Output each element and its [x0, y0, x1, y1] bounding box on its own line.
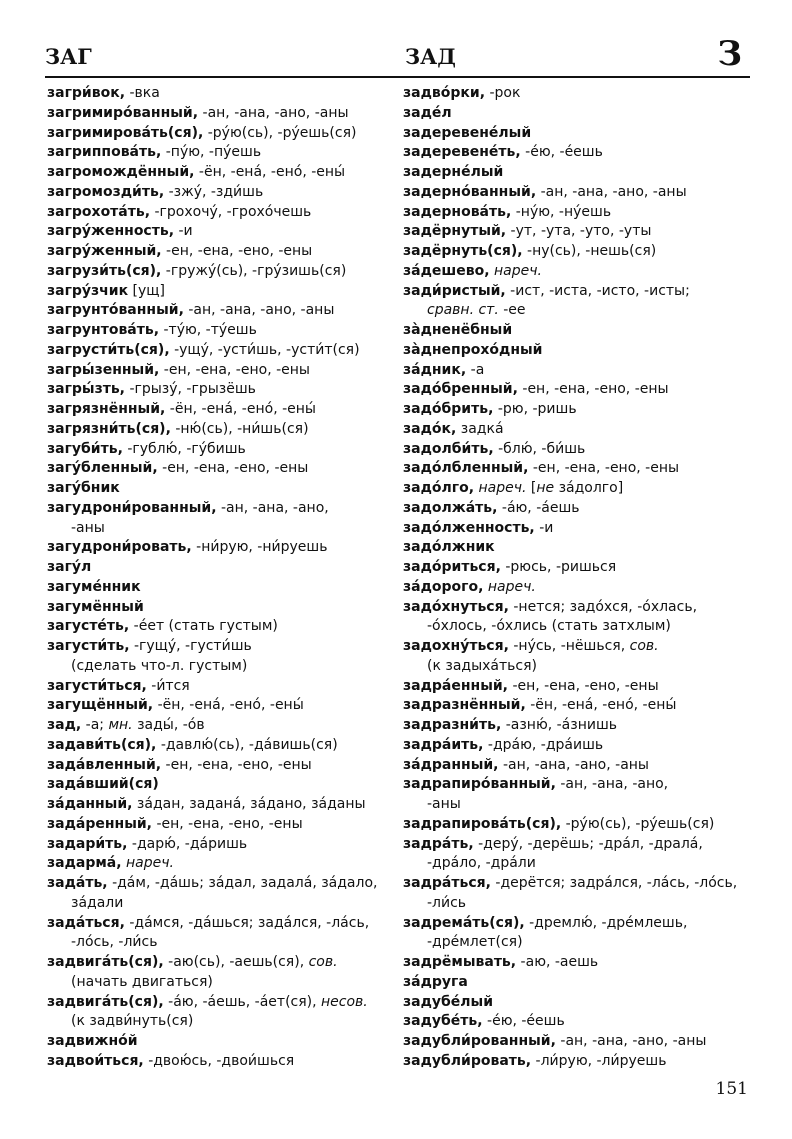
dictionary-entry: [47, 993, 407, 1033]
dictionary-entry: [403, 519, 763, 539]
entry-forms: -дарю́, -да́ришь: [127, 835, 248, 852]
entry-forms: -е́ю, -е́ешь: [482, 1013, 565, 1030]
dictionary-entry: [403, 874, 763, 914]
entry-note: нареч.: [494, 262, 542, 279]
dictionary-entry: [47, 696, 407, 716]
entry-headword: загусте́ть,: [47, 618, 130, 635]
entry-headword: задо́к,: [403, 420, 457, 437]
entry-forms: -ущу́, -усти́шь, -усти́т(ся): [169, 341, 360, 358]
dictionary-entry: [403, 775, 763, 815]
entry-forms: -ан, -ана, -ано,: [216, 499, 329, 516]
entry-headword: задвига́ть(ся),: [47, 993, 164, 1010]
entry-headword: зада́ться,: [47, 914, 125, 931]
entry-headword: за́дорого,: [403, 578, 484, 595]
entry-forms: -да́мся, -да́шься; зада́лся, -ла́сь,: [124, 914, 370, 931]
entry-forms: -ру́ю(сь), -ру́ешь(ся): [203, 124, 357, 141]
dictionary-entry: [403, 835, 763, 875]
dictionary-entry: [47, 84, 407, 104]
entry-forms: -а́ю, -а́ешь, -а́ет(ся),: [163, 993, 322, 1010]
entry-headword: зада́ренный,: [47, 815, 152, 832]
entry-headword: за́дранный,: [403, 756, 499, 773]
entry-headword: задубе́ть,: [403, 1013, 483, 1030]
entry-headword: загу́бник: [47, 480, 120, 496]
dictionary-entry: [403, 84, 763, 104]
entry-continuation: (к задви́нуть(ся): [71, 1013, 194, 1030]
entry-headword: задо́лбленный,: [403, 460, 529, 477]
dictionary-entry: [403, 242, 763, 262]
dictionary-entry: [403, 440, 763, 460]
entry-forms: -ён, -ена́, -ено́, -ены́: [525, 697, 677, 714]
dictionary-entry: [47, 499, 407, 539]
dictionary-entry: [47, 795, 407, 815]
entry-headword: задернова́ть,: [403, 203, 512, 220]
dictionary-entry: [403, 598, 763, 638]
entry-headword: задвои́ться,: [47, 1052, 144, 1069]
entry-forms: -блю́, -би́шь: [493, 440, 586, 457]
entry-headword: загры́зть,: [47, 381, 125, 398]
dictionary-entry: [403, 973, 763, 993]
entry-forms: -ну(сь), -нешь(ся): [522, 243, 657, 259]
entry-forms: -двою́сь, -двои́шься: [143, 1052, 295, 1069]
dictionary-entry: [403, 341, 763, 361]
entry-headword: задохну́ться,: [403, 638, 509, 654]
dictionary-entry: [47, 1052, 407, 1072]
dictionary-entry: [403, 420, 763, 440]
entry-forms: -ан, -ана, -ано, -аны: [536, 183, 687, 200]
entry-headword: задолжа́ть,: [403, 499, 498, 516]
entry-forms: -рок: [485, 85, 521, 101]
entry-headword: задави́ть(ся),: [47, 736, 157, 753]
dictionary-entry: [403, 400, 763, 420]
dictionary-entry: [403, 262, 763, 282]
entry-headword: задра́ться,: [403, 875, 491, 891]
dictionary-entry: [47, 143, 407, 163]
entry-headword: задо́лго,: [403, 480, 475, 496]
entry-forms: -ню́(сь), -ни́шь(ся): [170, 420, 309, 437]
entry-forms: -ен, -ена, -ено, -ены: [152, 815, 303, 832]
entry-forms: -дремлю́, -дре́млешь,: [524, 914, 688, 931]
right-column: [403, 84, 763, 1072]
entry-continuation: (к задыха́ться): [427, 657, 537, 674]
entry-headword: загуме́нник: [47, 578, 141, 595]
entry-note: нареч.: [126, 855, 174, 872]
entry-headword: загущённый,: [47, 697, 154, 714]
dictionary-entry: [47, 538, 407, 558]
entry-forms: -ру́ю(сь), -ру́ешь(ся): [561, 815, 715, 832]
entry-headword: загромозди́ть,: [47, 183, 165, 200]
entry-forms: -е́ет (стать густым): [129, 618, 278, 635]
dictionary-entry: [47, 459, 407, 479]
entry-forms: -ан, -ана, -ано, -аны: [555, 1033, 707, 1049]
entry-forms: -гублю́, -гу́бишь: [122, 440, 246, 457]
entry-headword: зад,: [47, 717, 82, 733]
page-number: 151: [715, 1079, 748, 1099]
dictionary-entry: [47, 479, 407, 499]
dictionary-entry: [47, 341, 407, 361]
entry-note: сов.: [308, 954, 338, 970]
entry-headword: загри́вок,: [47, 85, 126, 101]
entry-headword: загрусти́ть(ся),: [47, 341, 170, 358]
entry-forms: -гружу́(сь), -гру́зишь(ся): [161, 262, 347, 279]
entry-headword: задра́енный,: [403, 677, 508, 694]
dictionary-entry: [403, 459, 763, 479]
entry-forms: -ну́ю, -ну́ешь: [511, 203, 612, 220]
entry-headword: загусти́ться,: [47, 677, 147, 694]
entry-forms: -ен, -ена, -ено, -ены: [508, 677, 659, 694]
entry-forms: -ён, -ена́, -ено́, -ены́: [165, 401, 316, 417]
entry-headword: задо́брить,: [403, 401, 494, 417]
entry-headword: за̀днепрохо́дный: [403, 341, 543, 358]
entry-continuation: (начать двигаться): [71, 973, 213, 990]
dictionary-entry: [47, 914, 407, 954]
entry-forms: -азню́, -а́знишь: [501, 717, 618, 733]
dictionary-entry: [47, 578, 407, 598]
entry-note: сравн. ст.: [427, 302, 499, 319]
entry-headword: задразни́ть,: [403, 717, 502, 733]
dictionary-entry: [47, 716, 407, 736]
entry-headword: задо́бренный,: [403, 381, 518, 398]
dictionary-entry: [47, 677, 407, 697]
entry-forms: -аю(сь), -аешь(ся),: [163, 954, 309, 970]
dictionary-entry: [403, 914, 763, 954]
entry-forms: -нется; задо́хся, -о́хлась,: [508, 598, 698, 615]
entry-headword: загримиро́ванный,: [47, 104, 199, 121]
dictionary-entry: [403, 183, 763, 203]
dictionary-entry: [403, 222, 763, 242]
entry-headword: зада́вший(ся): [47, 776, 159, 793]
entry-headword: загу́л: [47, 559, 92, 575]
entry-forms: -ен, -ена, -ено, -ены: [157, 460, 309, 477]
dictionary-entry: [47, 598, 407, 618]
dictionary-entry: [47, 361, 407, 381]
entry-headword: задубе́лый: [403, 993, 494, 1010]
entry-forms: за́дан, задана́, за́дано, за́даны: [132, 796, 366, 812]
entry-forms: -ён, -ена́, -ено́, -ены́: [194, 164, 346, 180]
running-head-right: ЗАД: [405, 44, 456, 69]
entry-forms: -ист, -иста, -исто, -исты;: [505, 282, 690, 299]
entry-headword: задарма́,: [47, 855, 122, 872]
entry-continuation: (сделать что-л. густым): [71, 657, 248, 674]
entry-headword: задразнённый,: [403, 697, 526, 714]
entry-headword: задвижно́й: [47, 1033, 138, 1049]
entry-continuation: [403, 301, 763, 321]
page-header: [45, 34, 752, 74]
entry-forms: -ан, -ана, -ано, -аны: [183, 302, 335, 319]
entry-headword: задрёмывать,: [403, 954, 517, 970]
entry-headword: за́друга: [403, 973, 468, 990]
entry-forms: -ну́сь, -нёшься,: [508, 638, 630, 654]
entry-headword: загрязни́ть(ся),: [47, 420, 171, 437]
dictionary-entry: [403, 282, 763, 322]
entry-headword: задёрнуть(ся),: [403, 243, 523, 259]
entry-forms: -аю, -аешь: [516, 954, 599, 970]
entry-forms: -рю, -ришь: [493, 401, 577, 417]
entry-forms: -а;: [81, 717, 109, 733]
entry-headword: задо́риться,: [403, 559, 501, 575]
entry-note: не: [536, 480, 555, 496]
entry-headword: загру́женность,: [47, 223, 175, 240]
entry-forms: -грохочу́, -грохо́чешь: [150, 203, 312, 220]
dictionary-entry: [403, 558, 763, 578]
dictionary-entry: [47, 440, 407, 460]
dictionary-entry: [47, 262, 407, 282]
entry-headword: задо́хнуться,: [403, 598, 509, 615]
entry-headword: задрапиро́ванный,: [403, 776, 556, 793]
entry-headword: загу́бленный,: [47, 460, 158, 477]
entry-headword: задо́лжник: [403, 539, 495, 556]
entry-note: нареч.: [487, 578, 536, 595]
entry-headword: задерно́ванный,: [403, 183, 537, 200]
entry-headword: загримирова́ть(ся),: [47, 124, 204, 141]
entry-forms: -да́м, -да́шь; за́дал, задала́, за́дало,: [107, 875, 378, 891]
entry-headword: загудрони́ровать,: [47, 539, 192, 556]
dictionary-entry: [403, 104, 763, 124]
entry-headword: задеревене́ть,: [403, 144, 521, 161]
entry-forms: -дра́ю, -дра́ишь: [483, 736, 604, 753]
entry-forms: -и́тся: [146, 677, 190, 694]
dictionary-entry: [403, 716, 763, 736]
dictionary-entry: [403, 677, 763, 697]
entry-forms: -а: [466, 361, 485, 378]
dictionary-entry: [47, 321, 407, 341]
dictionary-entry: [47, 874, 407, 914]
dictionary-entry: [47, 163, 407, 183]
dictionary-entry: [47, 242, 407, 262]
dictionary-entry: [47, 1032, 407, 1052]
entry-forms: -е́ю, -е́ешь: [520, 144, 603, 161]
dictionary-entry: [47, 104, 407, 124]
entry-headword: задубли́рованный,: [403, 1033, 556, 1049]
entry-headword: за̀дненёбный: [403, 322, 513, 338]
entry-forms: -ен, -ена, -ено, -ены: [528, 460, 680, 477]
dictionary-entry: [47, 203, 407, 223]
dictionary-entry: [47, 854, 407, 874]
dictionary-entry: [403, 578, 763, 598]
entry-forms: задка́: [456, 420, 504, 437]
dictionary-entry: [403, 953, 763, 973]
entry-headword: заде́л: [403, 104, 452, 121]
entry-headword: задрема́ть(ся),: [403, 914, 525, 931]
entry-headword: загудрони́рованный,: [47, 499, 217, 516]
dictionary-entry: [47, 775, 407, 795]
dictionary-entry: [403, 143, 763, 163]
entry-headword: задёрнутый,: [403, 223, 507, 240]
entry-headword: загусти́ть,: [47, 638, 130, 654]
entry-headword: задолби́ть,: [403, 440, 494, 457]
dictionary-entry: [47, 400, 407, 420]
dictionary-entry: [403, 203, 763, 223]
entry-forms: зады́, -о́в: [132, 717, 205, 733]
entry-headword: за́данный,: [47, 796, 133, 812]
entry-headword: задвига́ть(ся),: [47, 954, 164, 970]
dictionary-entry: [47, 637, 407, 677]
dictionary-entry: [47, 815, 407, 835]
dictionary-entry: [47, 736, 407, 756]
entry-headword: загрузи́ть(ся),: [47, 262, 162, 279]
entry-forms: -ли́рую, -ли́руешь: [531, 1052, 667, 1069]
dictionary-entry: [47, 183, 407, 203]
dictionary-entry: [403, 380, 763, 400]
dictionary-entry: [47, 558, 407, 578]
entry-note: сов.: [629, 638, 659, 654]
section-letter: З: [717, 34, 742, 74]
dictionary-entry: [403, 696, 763, 716]
entry-forms: -гущу́, -густи́шь: [129, 638, 252, 654]
entry-forms: -дерётся; задра́лся, -ла́сь, -ло́сь,: [490, 875, 738, 891]
entry-forms: -вка: [125, 85, 160, 101]
dictionary-entry: [403, 479, 763, 499]
entry-headword: загру́женный,: [47, 243, 162, 259]
entry-headword: загрунто́ванный,: [47, 302, 184, 319]
entry-forms: -ен, -ена, -ено, -ены: [159, 361, 310, 378]
entry-forms: -ан, -ана, -ано, -аны: [498, 756, 649, 773]
entry-headword: загры́зенный,: [47, 361, 160, 378]
entry-forms: [: [526, 480, 537, 496]
entry-forms: -зжу́, -зди́шь: [164, 183, 264, 200]
dictionary-entry: [403, 815, 763, 835]
entry-note: нареч.: [478, 480, 527, 496]
entry-continuation: -о́хлось, -о́хлись (стать затхлым): [427, 618, 671, 635]
entry-headword: задерне́лый: [403, 164, 504, 180]
entry-continuation: за́дали: [71, 894, 124, 911]
entry-continuation: -ло́сь, -ли́сь: [71, 934, 158, 951]
entry-headword: задрапирова́ть(ся),: [403, 815, 562, 832]
entry-forms: за́долго]: [554, 480, 624, 496]
entry-forms: -ан, -ана, -ано, -аны: [198, 104, 349, 121]
entry-headword: задра́ить,: [403, 736, 484, 753]
entry-forms: -ен, -ена, -ено, -ены: [161, 756, 312, 773]
entry-continuation: -дре́млет(ся): [427, 934, 523, 951]
entry-forms: -давлю́(сь), -да́вишь(ся): [156, 736, 338, 753]
dictionary-entry: [47, 420, 407, 440]
dictionary-entry: [47, 282, 407, 302]
entry-forms: -пу́ю, -пу́ешь: [161, 144, 262, 161]
left-column: [47, 84, 407, 1072]
dictionary-entry: [403, 637, 763, 677]
entry-headword: загрохота́ть,: [47, 203, 151, 220]
entry-forms: -ен, -ена, -ено, -ены: [517, 381, 669, 398]
entry-forms: -ее: [498, 302, 526, 319]
entry-headword: зада́ть,: [47, 875, 108, 891]
entry-forms: -ан, -ана, -ано,: [555, 776, 669, 793]
header-rule: [45, 76, 750, 78]
entry-headword: задво́рки,: [403, 85, 486, 101]
dictionary-entry: [47, 617, 407, 637]
entry-continuation: -аны: [427, 796, 461, 812]
dictionary-entry: [403, 361, 763, 381]
entry-headword: за́дник,: [403, 361, 467, 378]
dictionary-entry: [403, 538, 763, 558]
entry-headword: задра́ть,: [403, 835, 474, 852]
entry-note: мн.: [108, 717, 133, 733]
running-head-left: ЗАГ: [45, 44, 92, 69]
entry-forms: -рюсь, -ришься: [500, 559, 617, 575]
entry-headword: загру́зчик: [47, 282, 129, 299]
entry-headword: за́дешево,: [403, 262, 490, 279]
dictionary-entry: [403, 124, 763, 144]
entry-note: несов.: [321, 993, 368, 1010]
entry-continuation: -дра́ло, -дра́ли: [427, 855, 536, 872]
entry-headword: задо́лженность,: [403, 519, 535, 536]
dictionary-entry: [47, 756, 407, 776]
entry-headword: загрязнённый,: [47, 401, 166, 417]
entry-forms: -а́ю, -а́ешь: [497, 499, 580, 516]
entry-forms: -деру́, -дерёшь; -дра́л, -драла́,: [473, 835, 703, 852]
dictionary-entry: [403, 1052, 763, 1072]
entry-headword: зади́ристый,: [403, 282, 506, 299]
dictionary-entry: [403, 736, 763, 756]
entry-headword: загриппова́ть,: [47, 144, 162, 161]
entry-headword: загуби́ть,: [47, 440, 123, 457]
entry-forms: -ут, -ута, -уто, -уты: [506, 223, 652, 240]
dictionary-entry: [403, 321, 763, 341]
entry-headword: загрунтова́ть,: [47, 322, 160, 338]
dictionary-entry: [403, 163, 763, 183]
dictionary-entry: [403, 756, 763, 776]
dictionary-entry: [403, 993, 763, 1013]
dictionary-entry: [403, 499, 763, 519]
entry-headword: задари́ть,: [47, 835, 128, 852]
entry-headword: загумённый: [47, 598, 144, 615]
entry-forms: -грызу́, -грызёшь: [125, 381, 256, 398]
entry-forms: -ту́ю, -ту́ешь: [159, 322, 257, 338]
entry-forms: -и: [534, 519, 554, 536]
entry-forms: -и: [174, 223, 193, 240]
entry-headword: зада́вленный,: [47, 756, 162, 773]
entry-forms: [ущ]: [128, 282, 165, 299]
dictionary-entry: [47, 124, 407, 144]
entry-headword: загромождённый,: [47, 164, 195, 180]
entry-continuation: -аны: [71, 519, 105, 536]
dictionary-entry: [47, 222, 407, 242]
dictionary-entry: [47, 835, 407, 855]
dictionary-entry: [47, 301, 407, 321]
dictionary-entry: [403, 1012, 763, 1032]
entry-continuation: -ли́сь: [427, 894, 467, 911]
entry-forms: -ён, -ена́, -ено́, -ены́: [153, 697, 304, 714]
dictionary-entry: [47, 380, 407, 400]
entry-forms: -ни́рую, -ни́руешь: [191, 539, 328, 556]
entry-headword: задеревене́лый: [403, 124, 532, 141]
dictionary-entry: [403, 1032, 763, 1052]
dictionary-entry: [47, 953, 407, 993]
entry-headword: задубли́ровать,: [403, 1052, 532, 1069]
entry-forms: -ен, -ена, -ено, -ены: [161, 243, 313, 259]
